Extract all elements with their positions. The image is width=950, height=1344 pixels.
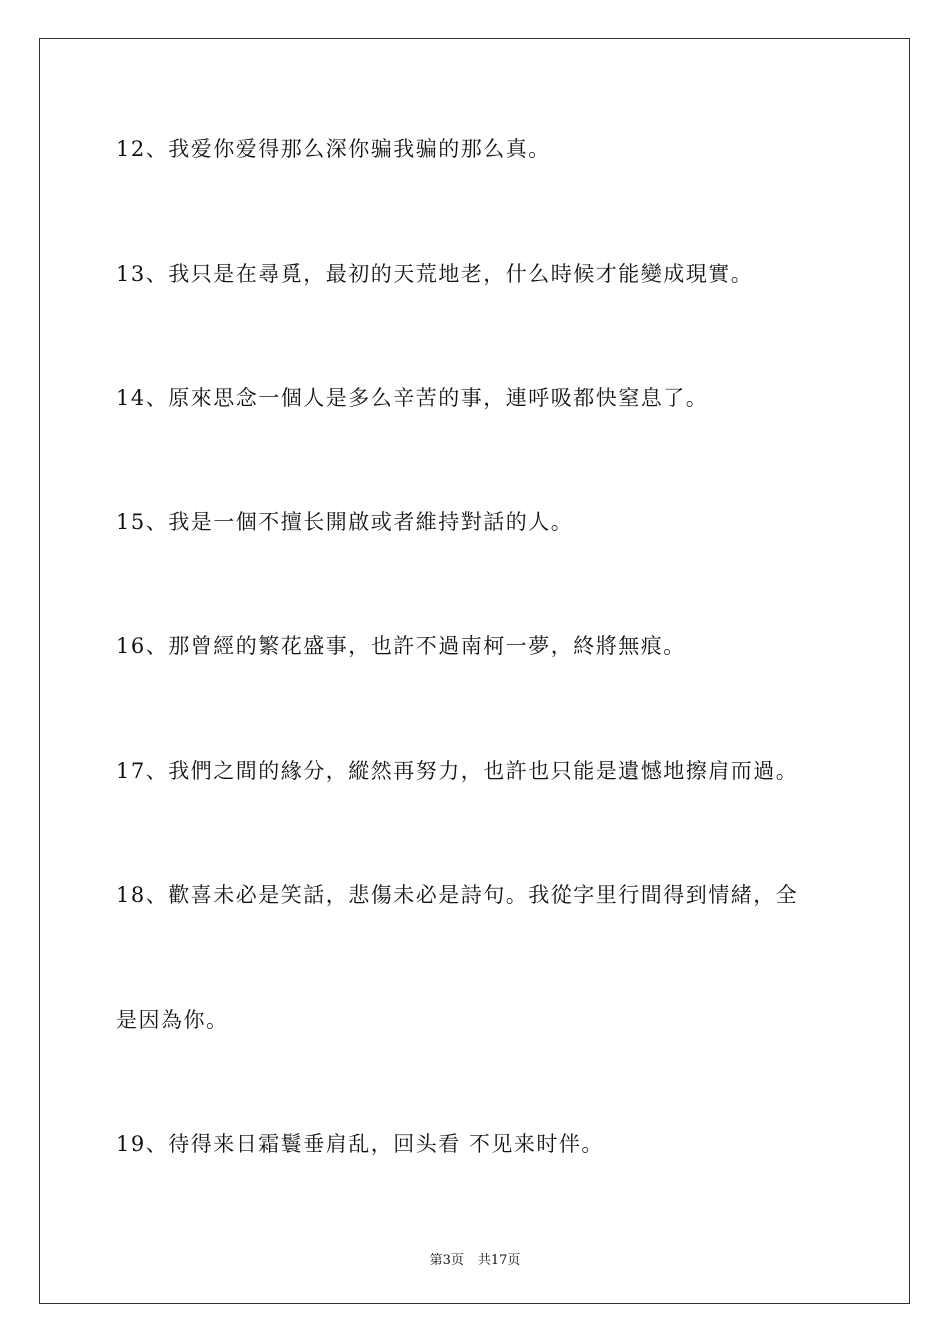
page-footer [0, 1249, 950, 1268]
quote-line-18-continued: 是因為你。 [116, 1008, 229, 1032]
quote-line-19: 19、待得来日霜鬟垂肩乱，回头看 不见来时伴。 [116, 1132, 604, 1156]
quote-line-18: 18、歡喜未必是笑話，悲傷未必是詩句。我從字里行間得到情緒，全 [116, 883, 799, 907]
page-border [39, 38, 910, 1304]
quote-line-17: 17、我們之間的緣分，縱然再努力，也許也只能是遺憾地擦肩而過。 [116, 759, 799, 783]
total-pages-label: 共17页 [477, 1253, 521, 1268]
quote-line-12: 12、我爱你爱得那么深你骗我骗的那么真。 [116, 137, 551, 161]
quote-line-14: 14、原來思念一個人是多么辛苦的事，連呼吸都快窒息了。 [116, 386, 709, 410]
quote-line-13: 13、我只是在尋覓，最初的天荒地老，什么時候才能變成現實。 [116, 262, 754, 286]
quote-line-16: 16、那曾經的繁花盛事，也許不過南柯一夢，終將無痕。 [116, 634, 686, 658]
current-page-label: 第3页 [429, 1253, 464, 1268]
quote-line-15: 15、我是一個不擅长開啟或者維持對話的人。 [116, 510, 574, 534]
